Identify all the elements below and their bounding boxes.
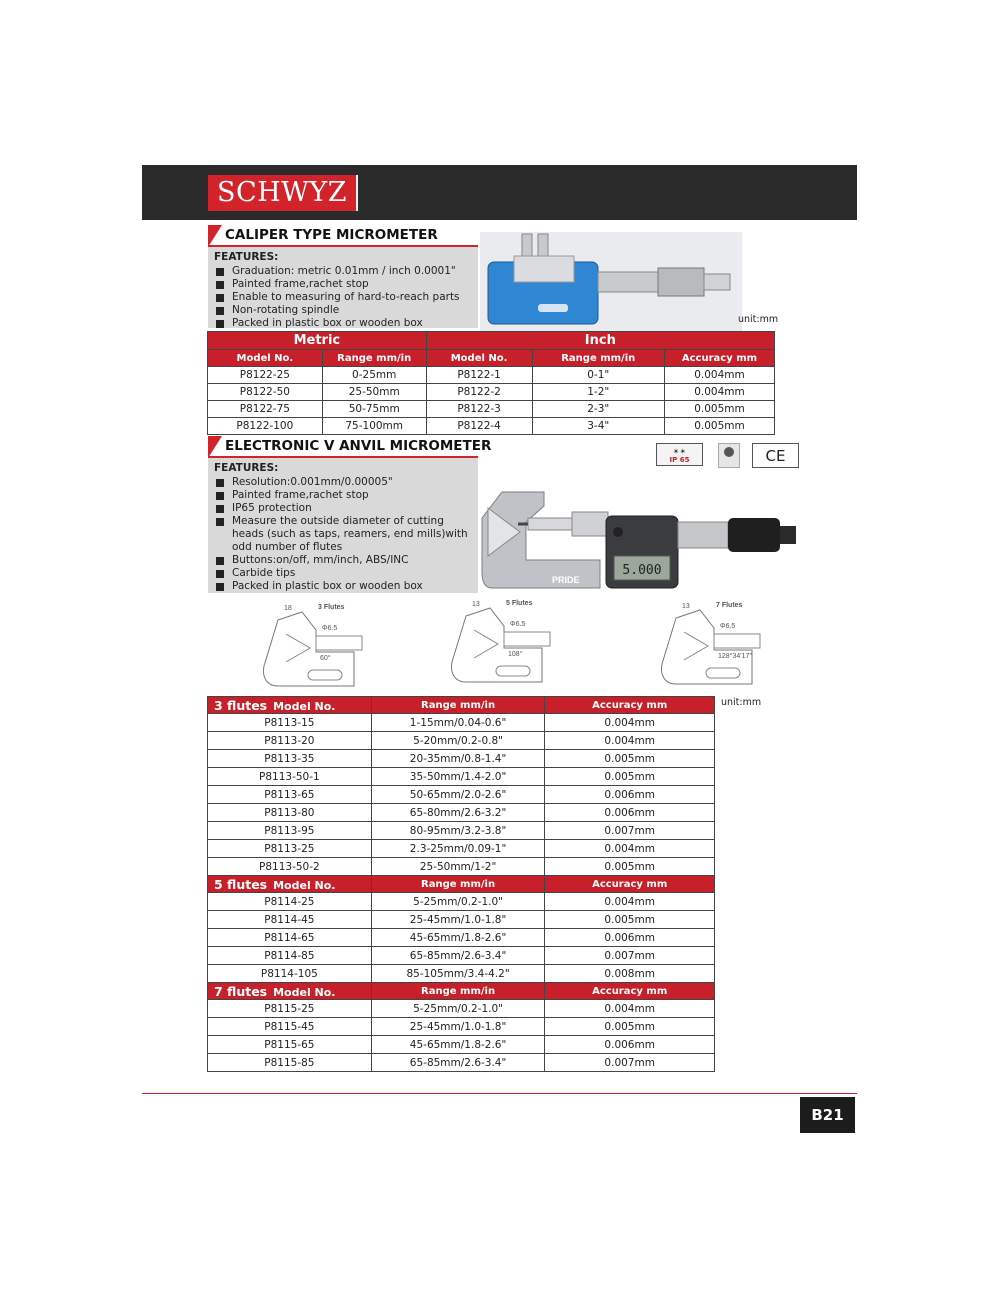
table-cell: P8114-85 <box>208 947 372 965</box>
feature-text: Painted frame,rachet stop <box>232 489 369 501</box>
table-cell: P8115-45 <box>208 1018 372 1036</box>
features-heading: FEATURES: <box>214 251 279 263</box>
group-metric-header: Metric <box>208 332 427 350</box>
feature-item <box>214 291 472 304</box>
bullet-square-icon <box>216 557 224 565</box>
table-cell: 5-25mm/0.2-1.0" <box>371 1000 545 1018</box>
table-cell: 3-4" <box>532 418 664 435</box>
bullet-square-icon <box>216 268 224 276</box>
caliper-table <box>207 331 775 435</box>
table-row <box>208 1036 715 1054</box>
bullet-square-icon <box>216 570 224 578</box>
diagram-dim-a: 13 <box>472 601 480 608</box>
feature-item <box>214 567 472 580</box>
feature-text: Buttons:on/off, mm/inch, ABS/INC <box>232 554 409 566</box>
table-cell: 25-45mm/1.0-1.8" <box>371 911 545 929</box>
table-row <box>208 418 775 435</box>
feature-text: Resolution:0.001mm/0.00005" <box>232 476 393 488</box>
model-label: Model No. <box>273 878 336 892</box>
flutes-label: 7 flutes <box>214 983 268 999</box>
flute-diagram <box>446 596 566 690</box>
table-cell: 75-100mm <box>322 418 426 435</box>
table-cell: 0.004mm <box>664 367 774 384</box>
table-cell: P8113-50-2 <box>208 858 372 876</box>
bullet-square-icon <box>216 492 224 500</box>
table-cell: 45-65mm/1.8-2.6" <box>371 929 545 947</box>
caliper-features <box>208 247 478 328</box>
table-cell: P8122-25 <box>208 367 323 384</box>
feature-text: Packed in plastic box or wooden box <box>232 580 423 592</box>
feature-text: Measure the outside diameter of cutting heads (such as taps, reamers, end mills)with odd number of flutes <box>232 515 468 553</box>
model-label: Model No. <box>273 699 336 713</box>
column-header: Accuracy mm <box>664 350 774 367</box>
diagram-dim-a: 13 <box>682 603 690 610</box>
brand-logo: SCHWYZ <box>208 175 358 211</box>
table-cell: P8122-100 <box>208 418 323 435</box>
table-cell: 65-80mm/2.6-3.2" <box>371 804 545 822</box>
table-cell: P8113-95 <box>208 822 372 840</box>
droplets-icon: ✴✴ <box>672 447 687 456</box>
feature-item <box>214 489 472 502</box>
flute-diagram <box>258 600 378 694</box>
table-cell: 0.005mm <box>545 750 715 768</box>
table-row <box>208 840 715 858</box>
table-cell: 0.004mm <box>545 893 715 911</box>
accuracy-header: Accuracy mm <box>545 876 715 893</box>
table-row <box>208 768 715 786</box>
feature-text: Enable to measuring of hard-to-reach parts <box>232 291 460 303</box>
diagram-dim-dia: Φ6.5 <box>510 621 526 628</box>
range-header: Range mm/in <box>371 983 545 1000</box>
table-cell: P8122-1 <box>426 367 532 384</box>
page-number: B21 <box>800 1097 855 1133</box>
footer-rule <box>142 1093 857 1094</box>
table-cell: 0-1" <box>532 367 664 384</box>
table-row <box>208 401 775 418</box>
table-cell: 50-75mm <box>322 401 426 418</box>
feature-text: IP65 protection <box>232 502 312 514</box>
table-cell: 65-85mm/2.6-3.4" <box>371 1054 545 1072</box>
table-cell: P8115-65 <box>208 1036 372 1054</box>
table-cell: P8113-25 <box>208 840 372 858</box>
vanvil-micrometer-image <box>480 488 800 594</box>
table-row <box>208 714 715 732</box>
table-row <box>208 1000 715 1018</box>
table-cell: 5-20mm/0.2-0.8" <box>371 732 545 750</box>
bullet-square-icon <box>216 320 224 328</box>
feature-text: Non-rotating spindle <box>232 304 340 316</box>
table-cell: 1-2" <box>532 384 664 401</box>
flute-diagram <box>656 598 776 692</box>
ip65-label: IP 65 <box>669 456 690 464</box>
flutes-label: 3 flutes <box>214 697 268 713</box>
table-cell: P8113-15 <box>208 714 372 732</box>
table-row <box>208 858 715 876</box>
table-row <box>208 367 775 384</box>
diagram-angle: 108° <box>508 651 523 658</box>
table-cell: 65-85mm/2.6-3.4" <box>371 947 545 965</box>
bullet-square-icon <box>216 479 224 487</box>
table-cell: 1-15mm/0.04-0.6" <box>371 714 545 732</box>
group-header-row <box>208 983 715 1000</box>
table-cell: 0.004mm <box>545 714 715 732</box>
column-header: Range mm/in <box>532 350 664 367</box>
feature-text: Packed in plastic box or wooden box <box>232 317 423 329</box>
bullet-square-icon <box>216 281 224 289</box>
table-cell: 0.005mm <box>545 768 715 786</box>
pride-logo: PRIDE <box>552 575 580 585</box>
diagram-label: 3 Flutes <box>318 604 345 611</box>
table-cell: 0.004mm <box>545 732 715 750</box>
table-cell: 50-65mm/2.0-2.6" <box>371 786 545 804</box>
table-cell: 5-25mm/0.2-1.0" <box>371 893 545 911</box>
table-cell: 0.004mm <box>545 840 715 858</box>
table-cell: 0.005mm <box>664 418 774 435</box>
feature-item <box>214 304 472 317</box>
table-cell: P8115-85 <box>208 1054 372 1072</box>
table-cell: 80-95mm/3.2-3.8" <box>371 822 545 840</box>
table-row <box>208 384 775 401</box>
column-header: Range mm/in <box>322 350 426 367</box>
table-cell: 0.005mm <box>545 911 715 929</box>
table-cell: P8113-20 <box>208 732 372 750</box>
table-cell: 2.3-25mm/0.09-1" <box>371 840 545 858</box>
diagram-dim-a: 18 <box>284 605 292 612</box>
table-cell: 20-35mm/0.8-1.4" <box>371 750 545 768</box>
table-row <box>208 822 715 840</box>
feature-item <box>214 515 472 554</box>
vanvil-table <box>207 696 715 1072</box>
table-cell: 0.004mm <box>664 384 774 401</box>
table-row <box>208 1018 715 1036</box>
accuracy-header: Accuracy mm <box>545 697 715 714</box>
group-header-row <box>208 697 715 714</box>
table-cell: P8122-75 <box>208 401 323 418</box>
table-cell: P8113-65 <box>208 786 372 804</box>
diagram-angle: 128°34'17" <box>718 653 752 660</box>
diagram-angle: 60° <box>320 655 331 662</box>
column-header: Model No. <box>426 350 532 367</box>
table-cell: P8122-50 <box>208 384 323 401</box>
table-row <box>208 1054 715 1072</box>
range-header: Range mm/in <box>371 697 545 714</box>
group-inch-header: Inch <box>426 332 774 350</box>
table-cell: 45-65mm/1.8-2.6" <box>371 1036 545 1054</box>
feature-item <box>214 580 472 593</box>
table-cell: 0.006mm <box>545 1036 715 1054</box>
column-header: Model No. <box>208 350 323 367</box>
table-cell: 0-25mm <box>322 367 426 384</box>
feature-item <box>214 554 472 567</box>
feature-item <box>214 278 472 291</box>
table-row <box>208 947 715 965</box>
feature-text: Carbide tips <box>232 567 296 579</box>
table-cell: 0.006mm <box>545 929 715 947</box>
model-label: Model No. <box>273 985 336 999</box>
ce-mark-icon: CE <box>752 443 799 468</box>
table-cell: P8122-4 <box>426 418 532 435</box>
group-header-model <box>208 697 372 714</box>
diagram-dim-dia: Φ6.5 <box>720 623 736 630</box>
table-cell: P8114-105 <box>208 965 372 983</box>
feature-text: Painted frame,rachet stop <box>232 278 369 290</box>
flutes-label: 5 flutes <box>214 876 268 892</box>
table-cell: P8114-25 <box>208 893 372 911</box>
features-heading: FEATURES: <box>214 462 279 474</box>
bullet-square-icon <box>216 294 224 302</box>
table-row <box>208 786 715 804</box>
feature-item <box>214 476 472 489</box>
lcd-display-value: 5.000 <box>622 563 662 578</box>
vanvil-title: ELECTRONIC V ANVIL MICROMETER <box>225 438 492 454</box>
table-cell: 0.006mm <box>545 786 715 804</box>
unit-note: unit:mm <box>721 697 762 708</box>
diagram-label: 5 Flutes <box>506 600 533 607</box>
table-row <box>208 732 715 750</box>
table-cell: 25-50mm <box>322 384 426 401</box>
accuracy-header: Accuracy mm <box>545 983 715 1000</box>
table-cell: 35-50mm/1.4-2.0" <box>371 768 545 786</box>
table-cell: 0.004mm <box>545 1000 715 1018</box>
table-cell: 25-50mm/1-2" <box>371 858 545 876</box>
feature-item <box>214 265 472 278</box>
table-cell: 0.008mm <box>545 965 715 983</box>
table-cell: P8115-25 <box>208 1000 372 1018</box>
table-cell: 0.007mm <box>545 1054 715 1072</box>
bullet-square-icon <box>216 505 224 513</box>
feature-item <box>214 502 472 515</box>
diagram-label: 7 Flutes <box>716 602 743 609</box>
table-row <box>208 911 715 929</box>
diagram-dim-dia: Φ6.5 <box>322 625 338 632</box>
range-header: Range mm/in <box>371 876 545 893</box>
table-row <box>208 750 715 768</box>
caliper-micrometer-image <box>480 232 742 332</box>
unit-note: unit:mm <box>738 314 779 325</box>
group-header-row <box>208 876 715 893</box>
table-cell: 25-45mm/1.0-1.8" <box>371 1018 545 1036</box>
group-header-model <box>208 983 372 1000</box>
group-header-model <box>208 876 372 893</box>
table-cell: P8113-80 <box>208 804 372 822</box>
table-cell: 0.006mm <box>545 804 715 822</box>
table-cell: 0.007mm <box>545 822 715 840</box>
table-row <box>208 965 715 983</box>
table-cell: 0.005mm <box>545 1018 715 1036</box>
table-row <box>208 804 715 822</box>
table-cell: P8122-2 <box>426 384 532 401</box>
vanvil-features <box>208 458 478 593</box>
table-row <box>208 893 715 911</box>
bullet-square-icon <box>216 583 224 591</box>
caliper-title: CALIPER TYPE MICROMETER <box>225 227 438 243</box>
table-cell: 85-105mm/3.4-4.2" <box>371 965 545 983</box>
feature-text: Graduation: metric 0.01mm / inch 0.0001" <box>232 265 456 277</box>
table-cell: 2-3" <box>532 401 664 418</box>
table-cell: P8122-3 <box>426 401 532 418</box>
table-cell: 0.005mm <box>545 858 715 876</box>
table-row <box>208 929 715 947</box>
table-cell: P8113-35 <box>208 750 372 768</box>
feature-item <box>214 317 472 330</box>
table-cell: 0.005mm <box>664 401 774 418</box>
battery-icon <box>718 443 740 468</box>
table-cell: P8113-50-1 <box>208 768 372 786</box>
bullet-square-icon <box>216 307 224 315</box>
table-cell: P8114-45 <box>208 911 372 929</box>
table-cell: P8114-65 <box>208 929 372 947</box>
bullet-square-icon <box>216 518 224 526</box>
table-cell: 0.007mm <box>545 947 715 965</box>
ip65-badge <box>656 443 703 466</box>
